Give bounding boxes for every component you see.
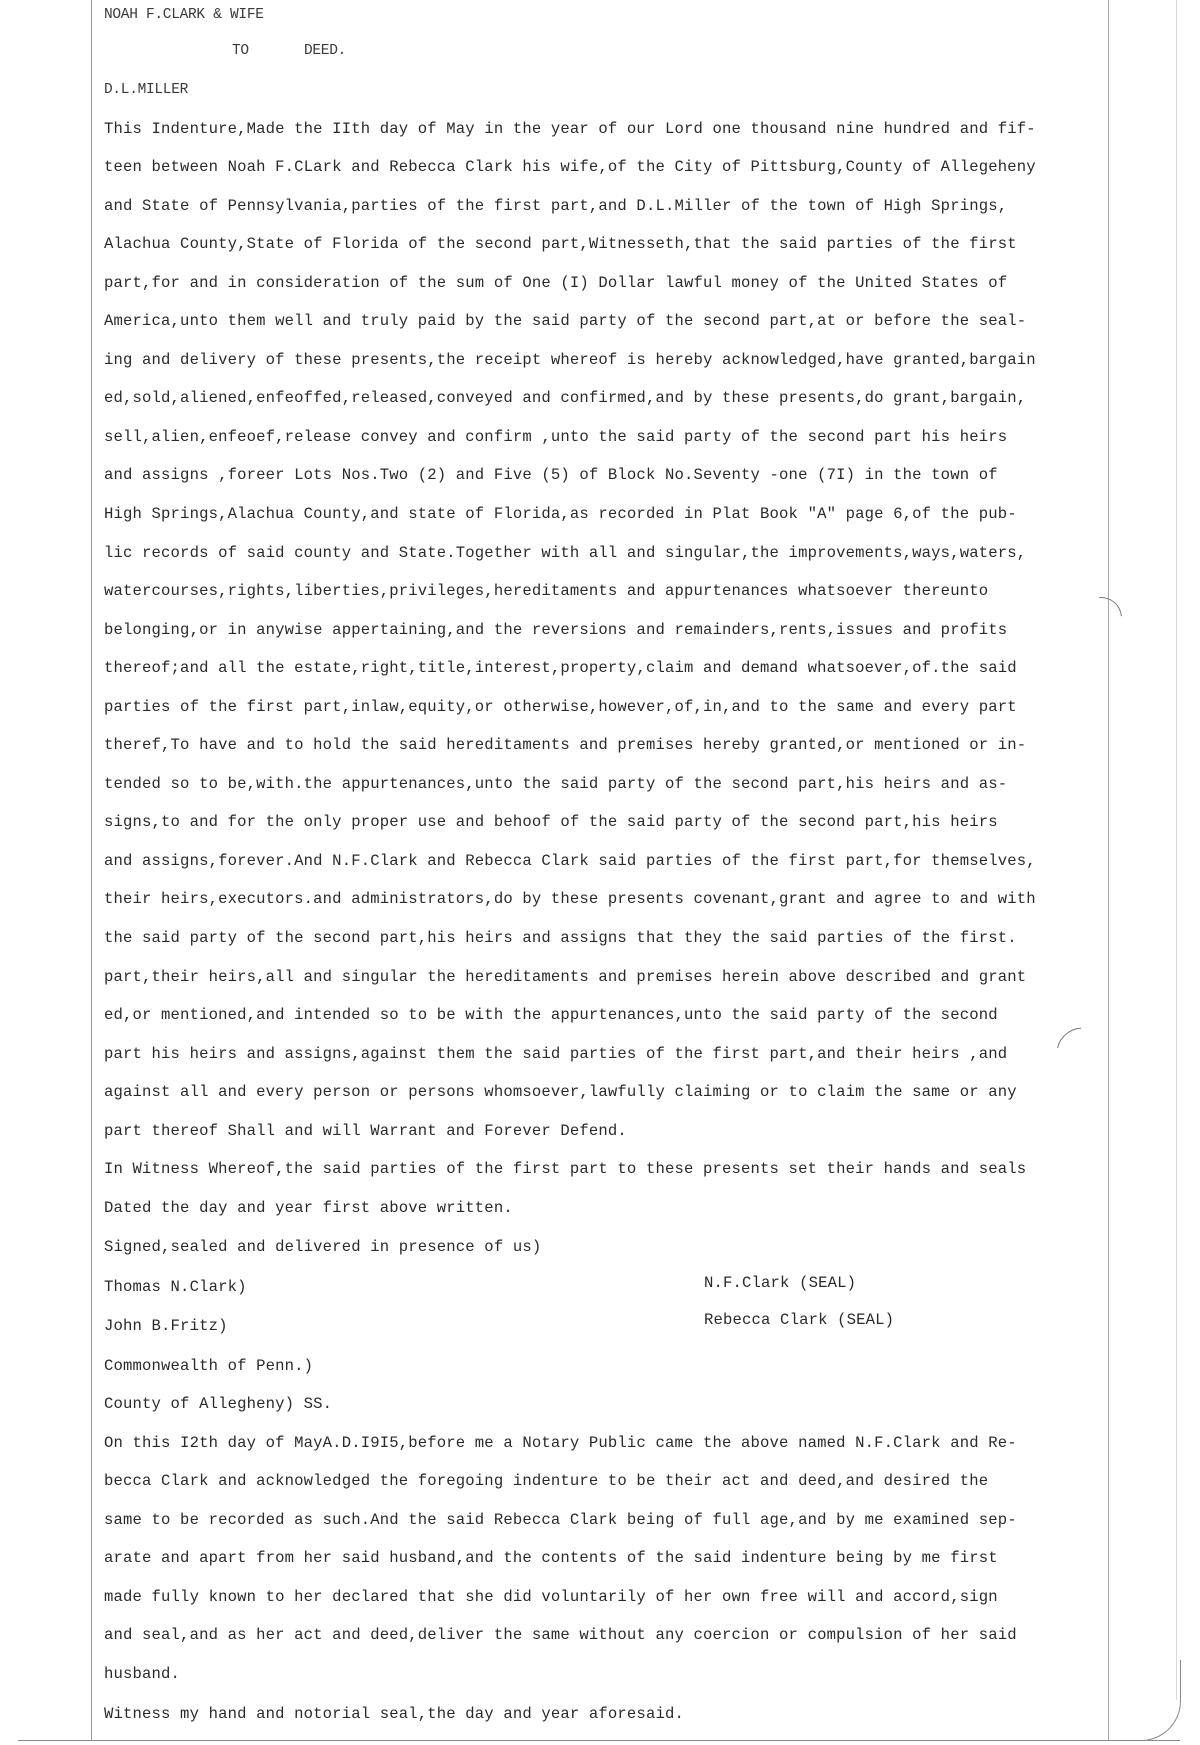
body-line: parties of the first part,inlaw,equity,or otherwise,however,of,in,and to the same and every part	[104, 698, 1017, 716]
signed-sealed-line: Signed,sealed and delivered in presence of us)	[104, 1238, 542, 1256]
signatory-seal: N.F.Clark (SEAL)	[704, 1274, 857, 1292]
acknowledgment-line: and seal,and as her act and deed,deliver the same without any coercion or compulsion of her said	[104, 1626, 1017, 1644]
to-label: TO	[232, 43, 249, 59]
body-line: the said party of the second part,his heirs and assigns that they the said parties of the first.	[104, 929, 1017, 947]
body-line: belonging,or in anywise appertaining,and the reversions and remainders,rents,issues and profits	[104, 621, 1008, 639]
page-edge-rule	[1176, 0, 1177, 1700]
page-corner-curl	[1125, 1660, 1181, 1741]
body-line: In Witness Whereof,the said parties of the first part to these presents set their hands and seals	[104, 1160, 1027, 1178]
body-line: and State of Pennsylvania,parties of the first part,and D.L.Miller of the town of High Springs,	[104, 197, 1008, 215]
body-line: theref,To have and to hold the said hereditaments and premises hereby granted,or mentioned or in-	[104, 736, 1027, 754]
pen-mark	[1050, 1020, 1103, 1072]
body-line: ed,sold,aliened,enfeoffed,released,conveyed and confirmed,and by these presents,do grant,bargain,	[104, 389, 1027, 407]
body-line: teen between Noah F.CLark and Rebecca Clark his wife,of the City of Pittsburg,County of Allegeheny	[104, 158, 1036, 176]
signatory-seal: Rebecca Clark (SEAL)	[704, 1311, 895, 1329]
venue-county: County of Allegheny) SS.	[104, 1395, 333, 1413]
grantee-heading: D.L.MILLER	[104, 82, 189, 98]
document-type: DEED.	[304, 43, 347, 59]
body-line: High Springs,Alachua County,and state of Florida,as recorded in Plat Book "A" page 6,of the pub-	[104, 505, 1017, 523]
body-line: This Indenture,Made the IIth day of May in the year of our Lord one thousand nine hundred and fif-	[104, 120, 1036, 138]
body-line: and assigns,forever.And N.F.Clark and Rebecca Clark said parties of the first part,for themselves,	[104, 852, 1036, 870]
body-line: ing and delivery of these presents,the receipt whereof is hereby acknowledged,have granted,bargain	[104, 351, 1036, 369]
body-line: thereof;and all the estate,right,title,interest,property,claim and demand whatsoever,of.the said	[104, 659, 1017, 677]
body-line: and assigns ,foreer Lots Nos.Two (2) and Five (5) of Block No.Seventy -one (7I) in the town of	[104, 466, 998, 484]
venue-state: Commonwealth of Penn.)	[104, 1357, 314, 1375]
body-line: their heirs,executors.and administrators,do by these presents covenant,grant and agree to and with	[104, 890, 1036, 908]
body-line: watercourses,rights,liberties,privileges,hereditaments and appurtenances whatsoever thereunto	[104, 582, 989, 600]
body-line: part,for and in consideration of the sum of One (I) Dollar lawful money of the United States of	[104, 274, 1008, 292]
acknowledgment-line: On this I2th day of MayA.D.I9I5,before me a Notary Public came the above named N.F.Clark and Re-	[104, 1434, 1017, 1452]
right-margin-rule	[1108, 0, 1109, 1741]
body-line: against all and every person or persons whomsoever,lawfully claiming or to claim the same or any	[104, 1083, 1017, 1101]
acknowledgment-line: becca Clark and acknowledged the foregoing indenture to be their act and deed,and desired the	[104, 1472, 989, 1490]
left-margin-rule	[91, 0, 92, 1741]
grantor-heading: NOAH F.CLARK & WIFE	[104, 7, 264, 23]
bottom-rule	[18, 1740, 1180, 1741]
body-line: Dated the day and year first above written.	[104, 1199, 513, 1217]
body-line: signs,to and for the only proper use and behoof of the said party of the second part,his heirs	[104, 813, 998, 831]
body-line: ed,or mentioned,and intended so to be with the appurtenances,unto the said party of the second	[104, 1006, 998, 1024]
acknowledgment-line: arate and apart from her said husband,and the contents of the said indenture being by me first	[104, 1549, 998, 1567]
body-line: part,their heirs,all and singular the hereditaments and premises herein above described and grant	[104, 968, 1027, 986]
body-line: part thereof Shall and will Warrant and Forever Defend.	[104, 1122, 627, 1140]
acknowledgment-line: Witness my hand and notorial seal,the day and year aforesaid.	[104, 1705, 684, 1723]
witness-name: Thomas N.Clark)	[104, 1278, 247, 1296]
body-line: part his heirs and assigns,against them the said parties of the first part,and their heirs ,and	[104, 1045, 1008, 1063]
witness-name: John B.Fritz)	[104, 1317, 228, 1335]
pen-mark	[1071, 588, 1130, 647]
body-line: America,unto them well and truly paid by the said party of the second part,at or before the seal-	[104, 312, 1027, 330]
body-line: sell,alien,enfeoef,release convey and confirm ,unto the said party of the second part his heirs	[104, 428, 1008, 446]
acknowledgment-line: same to be recorded as such.And the said Rebecca Clark being of full age,and by me examined sep-	[104, 1511, 1017, 1529]
acknowledgment-line: made fully known to her declared that she did voluntarily of her own free will and accord,sign	[104, 1588, 998, 1606]
acknowledgment-line: husband.	[104, 1665, 181, 1683]
body-line: Alachua County,State of Florida of the second part,Witnesseth,that the said parties of the first	[104, 235, 1017, 253]
body-line: tended so to be,with.the appurtenances,unto the said party of the second part,his heirs and as-	[104, 775, 1008, 793]
body-line: lic records of said county and State.Together with all and singular,the improvements,ways,waters,	[104, 544, 1027, 562]
